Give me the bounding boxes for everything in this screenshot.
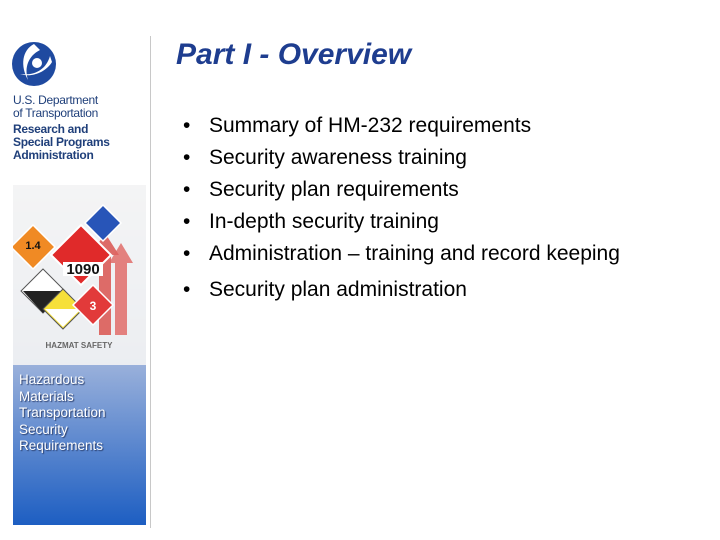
bullet-item bbox=[183, 274, 703, 306]
office-line: Special Programs bbox=[13, 135, 110, 149]
bullet-list bbox=[183, 110, 703, 306]
bullet-item bbox=[183, 206, 703, 238]
bullet-text: Security plan administration bbox=[209, 278, 467, 301]
department-line: U.S. Department bbox=[13, 93, 98, 107]
bullet-item bbox=[183, 110, 703, 142]
bullet-text: Security awareness training bbox=[209, 146, 467, 169]
bullet-text: In-depth security training bbox=[209, 210, 439, 233]
program-title-line: Security bbox=[19, 421, 68, 437]
bullet-text: Security plan requirements bbox=[209, 178, 459, 201]
sidebar-divider bbox=[150, 36, 151, 528]
hazmat-placards-image bbox=[13, 185, 146, 365]
office-line: Research and bbox=[13, 122, 89, 136]
bullet-text: Summary of HM-232 requirements bbox=[209, 114, 532, 137]
bullet-item bbox=[183, 238, 629, 270]
bullet-text: Administration – training and record keeping bbox=[209, 242, 620, 265]
department-line: of Transportation bbox=[13, 106, 98, 120]
program-title-line: Materials bbox=[19, 388, 74, 404]
program-title-line: Requirements bbox=[19, 438, 104, 453]
bullet-item bbox=[183, 142, 703, 174]
program-title-line: Transportation bbox=[19, 405, 106, 420]
bullet-dot: • bbox=[183, 114, 191, 137]
placard-3-label: 3 bbox=[89, 299, 97, 313]
placard-2-label: 1090 bbox=[66, 261, 100, 278]
program-title bbox=[19, 372, 144, 455]
bullet-item bbox=[183, 174, 703, 206]
placard-1-label: 1.4 bbox=[25, 240, 41, 252]
office-line: Administration bbox=[13, 148, 94, 162]
bullet-dot: • bbox=[183, 242, 191, 265]
bullet-dot: • bbox=[183, 210, 191, 233]
bullet-dot: • bbox=[183, 146, 191, 169]
bullet-dot: • bbox=[183, 178, 191, 201]
image-caption: HAZMAT SAFETY bbox=[45, 341, 113, 350]
bullet-dot: • bbox=[183, 278, 191, 301]
sidebar bbox=[0, 0, 150, 540]
us-dot-logo-icon bbox=[10, 40, 58, 88]
slide-title: Part I - Overview bbox=[176, 38, 412, 71]
program-title-line: Hazardous bbox=[19, 372, 85, 387]
agency-name bbox=[13, 94, 148, 162]
